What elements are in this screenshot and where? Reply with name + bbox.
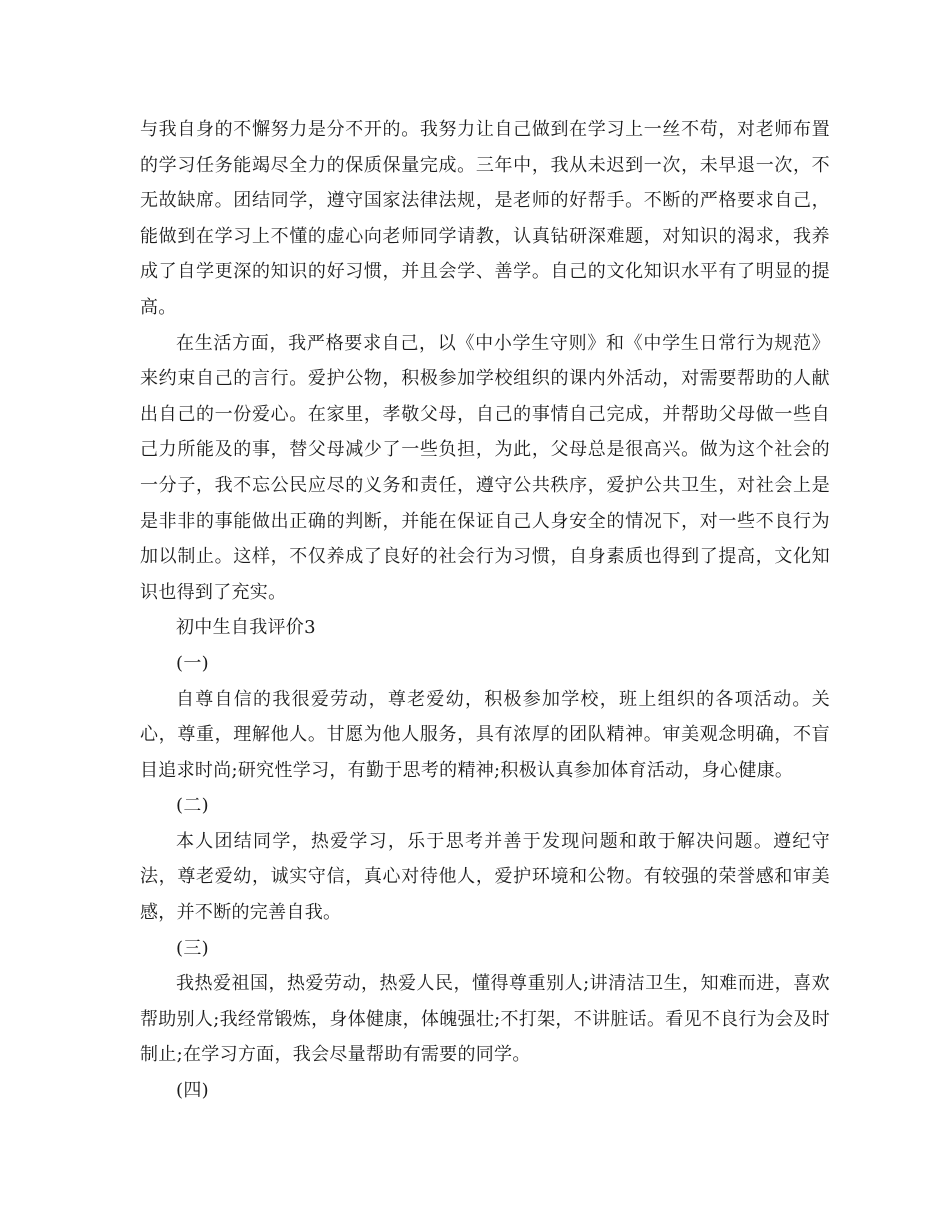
paragraph-life-aspect: 在生活方面，我严格要求自己，以《中小学生守则》和《中学生日常行为规范》来约束自己的言行。爱护公物，积极参加学校组织的课内外活动，对需要帮助的人献出自己的一份爱心。在家里，孝敬父母，自己的事情自己完成，并帮助父母做一些自己力所能及的事，替父母减少了一些负担，为此，父母总是很高兴。做为这个社会的一分子，我不忘公民应尽的义务和责任，遵守公共秩序，爱护公共卫生，对社会上是是非非的事能做出正确的判断，并能在保证自己人身安全的情况下，对一些不良行为加以制止。这样，不仅养成了良好的社会行为习惯，自身素质也得到了提高，文化知识也得到了充实。 <box>140 332 830 603</box>
subsection-marker-3: (三) <box>176 937 209 959</box>
section-heading: 初中生自我评价3 <box>176 617 316 639</box>
paragraph-continuation: 与我自身的不懈努力是分不开的。我努力让自己做到在学习上一丝不苟，对老师布置的学习任务能竭尽全力的保质保量完成。三年中，我从未迟到一次，未早退一次，不无故缺席。团结同学，遵守国家法律法规，是老师的好帮手。不断的严格要求自己，能做到在学习上不懂的虚心向老师同学请教，认真钻研深难题，对知识的渴求，我养成了自学更深的知识的好习惯，并且会学、善学。自己的文化知识水平有了明显的提高。 <box>140 119 830 318</box>
paragraph-eval-3: 我热爱祖国，热爱劳动，热爱人民，懂得尊重别人;讲清洁卫生，知难而进，喜欢帮助别人;我经常锻炼，身体健康，体魄强壮;不打架，不讲脏话。看见不良行为会及时制止;在学习方面，我会尽量帮助有需要的同学。 <box>140 973 830 1066</box>
subsection-marker-4: (四) <box>176 1080 209 1102</box>
subsection-marker-1: (一) <box>176 652 209 674</box>
paragraph-eval-1: 自尊自信的我很爱劳动，尊老爱幼，积极参加学校，班上组织的各项活动。关心，尊重，理解他人。甘愿为他人服务，具有浓厚的团队精神。审美观念明确，不盲目追求时尚;研究性学习，有勤于思考的精神;积极认真参加体育活动，身心健康。 <box>140 688 830 781</box>
document-body <box>140 112 830 1109</box>
subsection-marker-2: (二) <box>176 795 209 817</box>
paragraph-eval-2: 本人团结同学，热爱学习，乐于思考并善于发现问题和敢于解决问题。遵纪守法，尊老爱幼，诚实守信，真心对待他人，爱护环境和公物。有较强的荣誉感和审美感，并不断的完善自我。 <box>140 830 830 924</box>
